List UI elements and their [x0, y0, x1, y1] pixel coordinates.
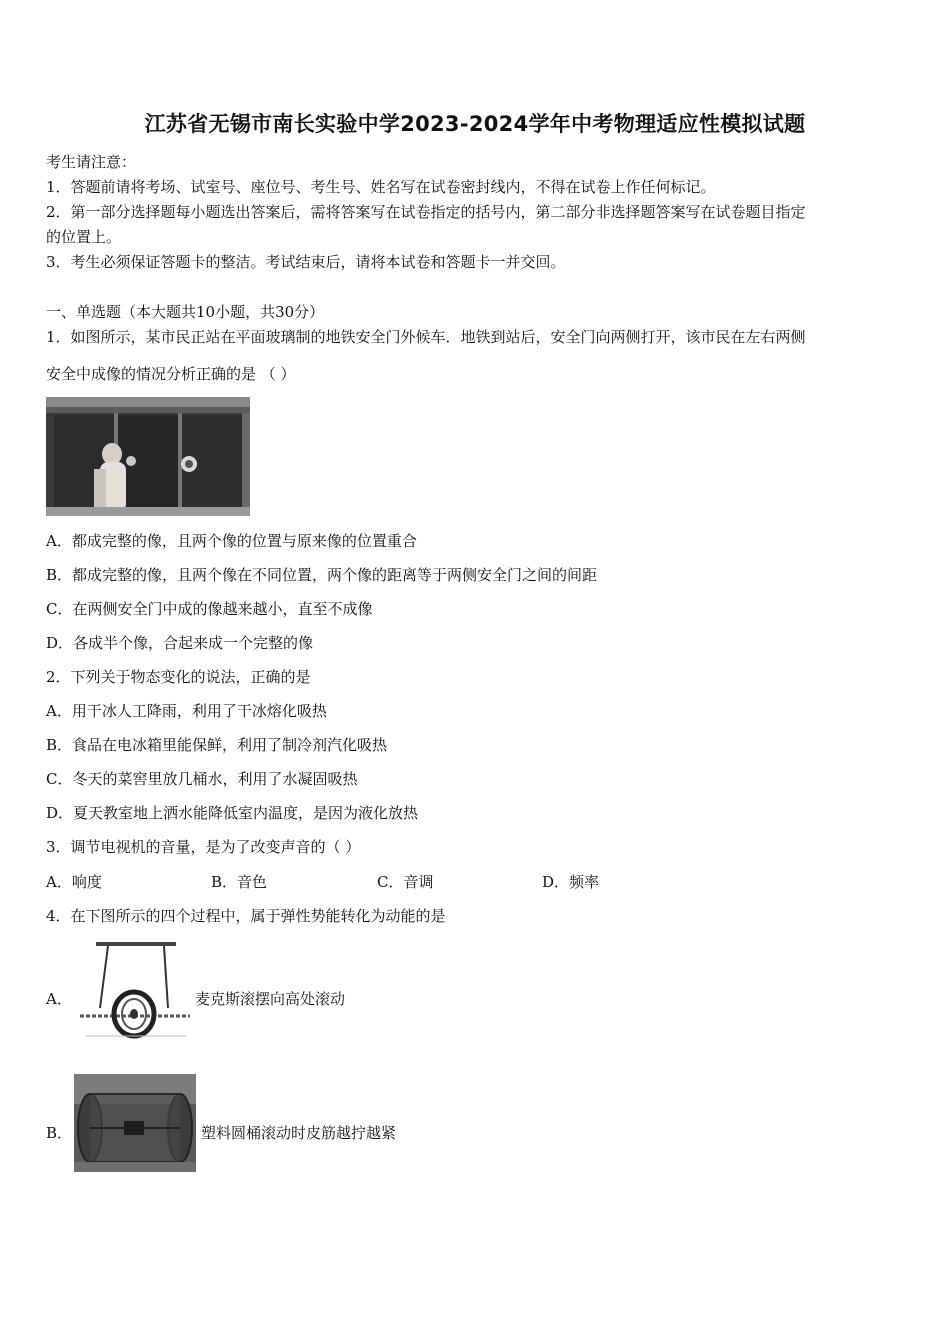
- q3-option-a: A．响度: [46, 873, 102, 891]
- notice-item: 1．答题前请将考场、试室号、座位号、考生号、姓名写在试卷密封线内，不得在试卷上作任何标记。: [46, 178, 716, 196]
- q1-option-c: C．在两侧安全门中成的像越来越小，直至不成像: [46, 600, 373, 618]
- plastic-drum-photo: [74, 1074, 196, 1172]
- q1-option-a: A．都成完整的像，且两个像的位置与原来像的位置重合: [46, 532, 417, 550]
- q3-option-d: D．频率: [542, 873, 600, 891]
- subway-door-photo: [46, 397, 250, 516]
- q2-option-a: A．用干冰人工降雨，利用了干冰熔化吸热: [46, 702, 327, 720]
- q1-stem: 安全中成像的情况分析正确的是 （ ）: [46, 365, 296, 383]
- q4-option-b-letter: B．: [46, 1124, 73, 1142]
- notice-item: 的位置上。: [46, 228, 122, 246]
- q1-stem: 1．如图所示，某市民正站在平面玻璃制的地铁安全门外候车．地铁到站后，安全门向两侧打开，该市民在左右两侧: [46, 328, 806, 346]
- q4-stem: 4．在下图所示的四个过程中，属于弹性势能转化为动能的是: [46, 907, 446, 925]
- q2-option-d: D．夏天教室地上洒水能降低室内温度，是因为液化放热: [46, 804, 419, 822]
- notice-item: 2．第一部分选择题每小题选出答案后，需将答案写在试卷指定的括号内，第二部分非选择题答案写在试卷题目指定: [46, 203, 806, 221]
- q4-option-b-text: 塑料圆桶滚动时皮筋越拧越紧: [201, 1124, 397, 1142]
- q1-option-b: B．都成完整的像，且两个像在不同位置，两个像的距离等于两侧安全门之间的间距: [46, 566, 598, 584]
- q4-option-a-text: 麦克斯滚摆向高处滚动: [195, 990, 346, 1008]
- q3-stem: 3．调节电视机的音量，是为了改变声音的（ ）: [46, 838, 361, 856]
- q4-option-a-letter: A．: [46, 990, 72, 1008]
- page-title: 江苏省无锡市南长实验中学2023-2024学年中考物理适应性模拟试题: [144, 112, 806, 136]
- q3-option-b: B．音色: [211, 873, 268, 891]
- q3-option-c: C．音调: [377, 873, 434, 891]
- q2-option-b: B．食品在电冰箱里能保鲜，利用了制冷剂汽化吸热: [46, 736, 388, 754]
- q2-option-c: C．冬天的菜窖里放几桶水，利用了水凝固吸热: [46, 770, 358, 788]
- notice-item: 3．考生必须保证答题卡的整洁。考试结束后，请将本试卷和答题卡一并交回。: [46, 253, 566, 271]
- q1-option-d: D．各成半个像，合起来成一个完整的像: [46, 634, 314, 652]
- notice-heading: 考生请注意：: [46, 153, 137, 171]
- section-heading: 一、单选题（本大题共10小题，共30分）: [46, 303, 325, 321]
- q2-stem: 2．下列关于物态变化的说法，正确的是: [46, 668, 311, 686]
- maxwell-pendulum-figure: [76, 940, 194, 1040]
